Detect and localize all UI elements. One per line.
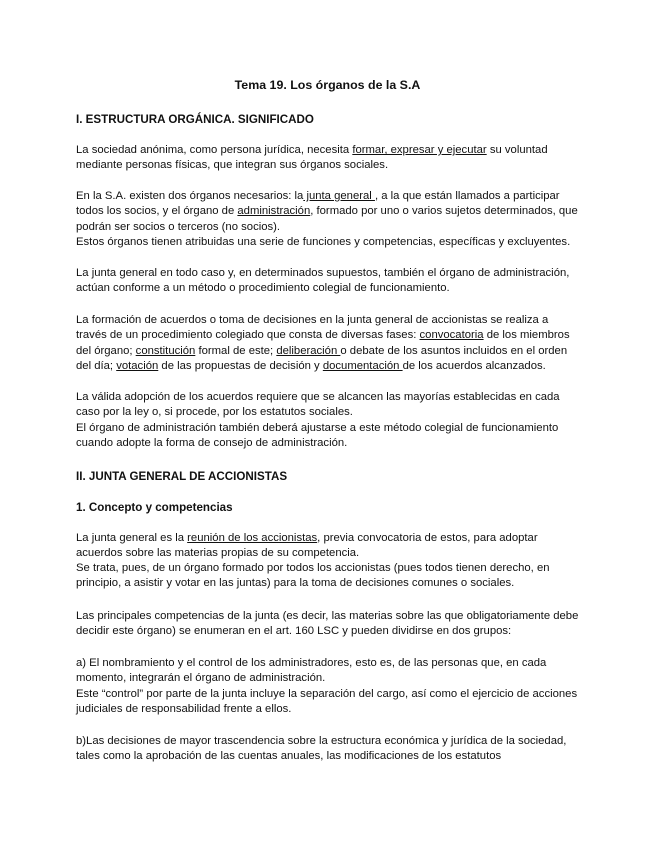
underlined-term: administración (237, 205, 311, 218)
paragraph-mayorias: La válida adopción de los acuerdos requiere que se alcancen las mayorías establecidas en cada caso por la ley o, si procede, por los estatutos sociales. (76, 391, 560, 419)
underlined-term: votación (116, 359, 159, 372)
underlined-term: junta general (303, 190, 375, 202)
paragraph-organos-necesarios: En la S.A. existen dos órganos necesarios: la junta general , a la que están llamados a participar todos los socios, y el órgano de administración, formado por uno o varios sujetos determinados, que podrán ser socios o terceros (no socios). (76, 190, 578, 233)
section-heading-estructura: I. ESTRUCTURA ORGÁNICA. SIGNIFICADO (76, 113, 314, 126)
underlined-term: constitución (135, 344, 196, 357)
paragraph-persona-juridica: La sociedad anónima, como persona jurídica, necesita formar, expresar y ejecutar su voluntad mediante personas físicas, que integran sus órganos sociales. (76, 144, 548, 172)
paragraph-funciones: Estos órganos tienen atribuidas una serie de funciones y competencias, específicas y excluyentes. (76, 236, 571, 248)
paragraph-nombramiento: a) El nombramiento y el control de los administradores, esto es, de las personas que, en cada momento, integrarán el órgano de administración. (76, 657, 547, 685)
subsection-heading-concepto: 1. Concepto y competencias (76, 501, 233, 514)
paragraph-competencias: Las principales competencias de la junta (es decir, las materias sobre las que obligatoriamente debe decidir este órgano) se enumeran en el art. 160 LSC y pueden dividirse en dos grupos: (76, 610, 579, 638)
underlined-term: documentación (322, 359, 403, 372)
paragraph-organo-accionistas: Se trata, pues, de un órgano formado por todos los accionistas (pues todos tienen derecho, en principio, a asistir y votar en las juntas) para la toma de decisiones comunes o sociales. (76, 562, 550, 590)
underlined-term: deliberación (276, 344, 341, 357)
section-heading-junta-general: II. JUNTA GENERAL DE ACCIONISTAS (76, 470, 288, 483)
paragraph-formacion-acuerdos: La formación de acuerdos o toma de decisiones en la junta general de accionistas se realiza a través de un procedimiento colegiado que consta de diversas fases: convocatoria de los miembros del órgano; constitución formal de este; deliberación o debate de los asuntos incluidos en el orden del día; votación de las propuestas de decisión y documentación de los acuerdos alcanzados. (76, 314, 570, 372)
paragraph-organo-administracion: El órgano de administración también deberá ajustarse a este método colegial de funcionamiento cuando adopte la forma de consejo de administración. (76, 422, 559, 450)
document-title: Tema 19. Los órganos de la S.A (234, 78, 421, 92)
underlined-term: reunión de los accionistas (187, 532, 318, 544)
paragraph-reunion-accionistas: La junta general es la reunión de los accionistas, previa convocatoria de estos, para adoptar acuerdos sobre las materias propias de su competencia. (76, 532, 538, 560)
paragraph-decisiones: b)Las decisiones de mayor trascendencia sobre la estructura económica y jurídica de la sociedad, tales como la aprobación de las cuentas anuales, las modificaciones de los estatutos (76, 735, 567, 763)
underlined-term: formar, expresar y ejecutar (352, 144, 487, 156)
paragraph-metodo-colegial: La junta general en todo caso y, en determinados supuestos, también el órgano de administración, actúan conforme a un método o procedimiento colegial de funcionamiento. (76, 267, 570, 295)
underlined-term: convocatoria (419, 329, 484, 342)
paragraph-control: Este “control” por parte de la junta incluye la separación del cargo, así como el ejercicio de acciones judiciales de responsabilidad frente a ellos. (76, 688, 578, 716)
